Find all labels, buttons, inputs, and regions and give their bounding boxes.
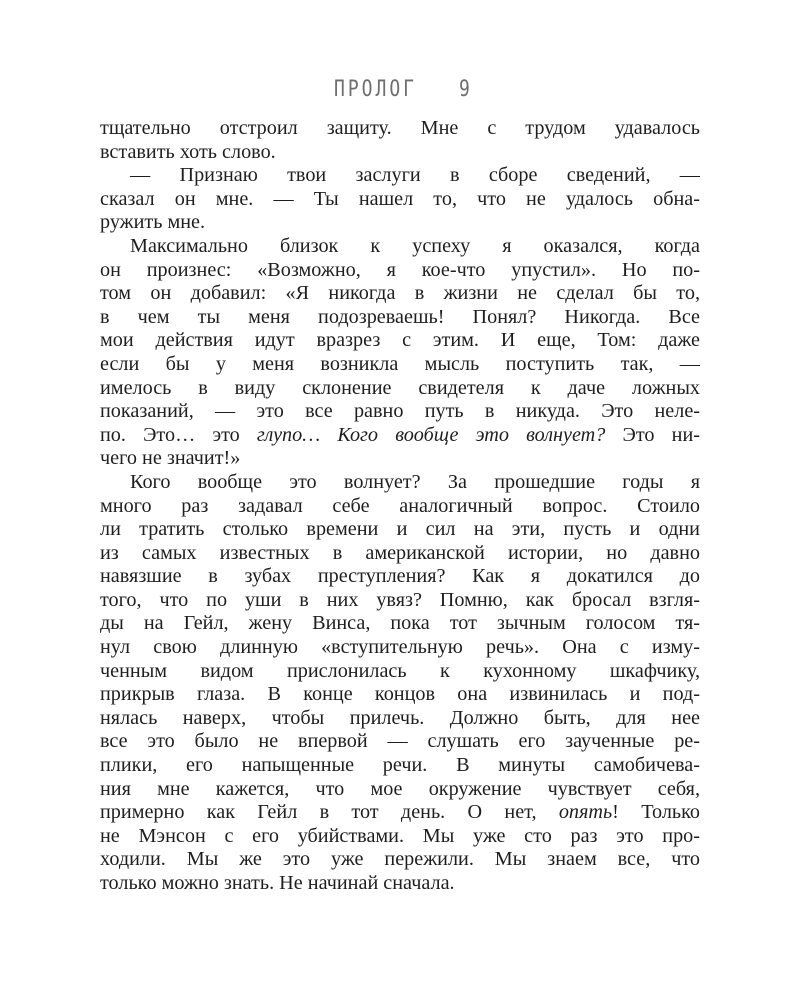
text-line [100, 471, 700, 495]
text-line [100, 141, 700, 165]
page-number: 9 [459, 76, 473, 103]
text-line [100, 400, 700, 424]
text-run: Это ни- [605, 423, 700, 446]
text-run: ружить мне. [100, 211, 206, 234]
text-line [100, 235, 700, 259]
text-run: ! Только [612, 801, 700, 824]
text-run: не Мэнсон с его убийствами. Мы уже сто раз это про- [100, 824, 700, 847]
text-line [100, 565, 700, 589]
page-header [0, 74, 800, 102]
text-line [100, 825, 700, 849]
text-run: Максимально близок к успеху я оказался, когда [130, 234, 700, 257]
text-run: сказал он мне. — Ты нашел то, что не удалось обна- [100, 187, 700, 210]
text-run: показаний, — это все равно путь в никуда. Это неле- [100, 400, 700, 423]
text-run: ды на Гейл, жену Винса, пока тот зычным голосом тя- [100, 612, 700, 635]
text-line [100, 660, 700, 684]
text-run: нялась наверх, чтобы прилечь. Должно быть, для нее [100, 706, 700, 729]
text-line [100, 589, 700, 613]
text-run: нул свою длинную «вступительную речь». Она с изму- [100, 636, 700, 659]
text-line [100, 683, 700, 707]
text-run: он произнес: «Возможно, я кое-что упустил». Но по- [100, 258, 700, 281]
text-line [100, 707, 700, 731]
text-line [100, 282, 700, 306]
text-run: если бы у меня возникла мысль поступить так, — [100, 352, 700, 375]
text-line [100, 164, 700, 188]
text-run: — Признаю твои заслуги в сборе сведений, — [130, 164, 700, 187]
italic-text: опять [558, 801, 613, 824]
text-run: том он добавил: «Я никогда в жизни не сделал бы то, [100, 282, 700, 305]
text-run: примерно как Гейл в тот день. О нет, [100, 801, 559, 824]
text-line [100, 848, 700, 872]
text-line [100, 495, 700, 519]
text-line [100, 306, 700, 330]
text-line [100, 518, 700, 542]
text-line [100, 612, 700, 636]
text-run: навязшие в зубах преступления? Как я докатился до [100, 565, 700, 588]
text-run: только можно знать. Не начинай сначала. [100, 872, 455, 894]
text-run: все это было не впервой — слушать его заученные ре- [100, 730, 700, 753]
text-run: из самых известных в американской истории, но давно [100, 541, 700, 564]
text-line [100, 778, 700, 802]
text-line [100, 730, 700, 754]
text-line [100, 211, 700, 235]
text-line [100, 117, 700, 141]
text-line [100, 377, 700, 401]
text-line [100, 542, 700, 566]
text-run: плики, его напыщенные речи. В минуты самобичева- [100, 754, 700, 777]
text-line [100, 259, 700, 283]
text-run: ния мне кажется, что мое окружение чувствует себя, [100, 777, 700, 800]
text-line [100, 424, 700, 448]
text-run: ченным видом прислонилась к кухонному шкафчику, [100, 659, 700, 682]
text-run: по. Это… это [100, 423, 257, 446]
text-run: Кого вообще это волнует? За прошедшие годы я [130, 470, 700, 493]
running-head: ПРОЛОГ [334, 76, 418, 103]
text-run: чего не значит!» [100, 447, 241, 470]
text-line [100, 872, 700, 896]
text-line [100, 754, 700, 778]
text-run: ли тратить столько времени и сил на эти, пусть и одни [100, 518, 700, 541]
text-run: вставить хоть слово. [100, 140, 276, 163]
text-run: много раз задавал себе аналогичный вопрос. Стоило [100, 494, 700, 517]
text-run: тщательно отстроил защиту. Мне с трудом удавалось [100, 117, 700, 139]
text-line [100, 447, 700, 471]
text-run: ходили. Мы же это уже пережили. Мы знаем все, что [100, 848, 700, 871]
text-run: мои действия идут вразрез с этим. И еще, Том: даже [100, 329, 700, 352]
text-line [100, 188, 700, 212]
text-run: в чем ты меня подозреваешь! Понял? Никогда. Все [100, 305, 700, 328]
text-line [100, 353, 700, 377]
body-text [100, 117, 700, 896]
text-line [100, 329, 700, 353]
text-line [100, 801, 700, 825]
text-run: прикрыв глаза. В конце концов она извинилась и под- [100, 683, 700, 706]
text-run: того, что по уши в них увяз? Помню, как бросал взгля- [100, 588, 700, 611]
italic-text: глупо… Кого вообще это волнует? [256, 423, 606, 446]
text-line [100, 636, 700, 660]
text-run: имелось в виду склонение свидетеля к даче ложных [100, 376, 700, 399]
